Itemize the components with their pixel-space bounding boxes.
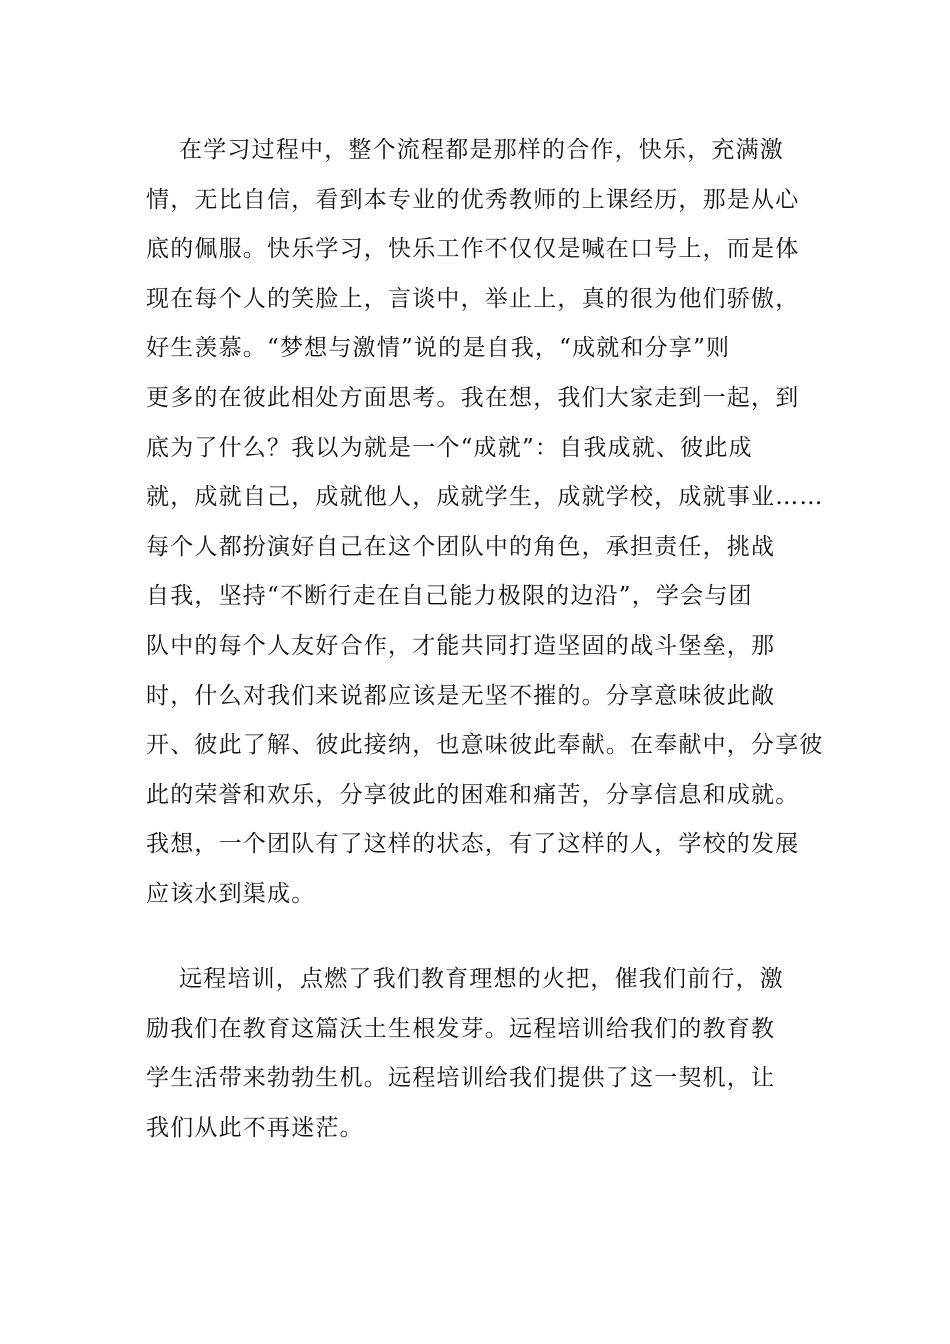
- paragraph-line: 好生羡慕。“梦想与激情”说的是自我，“成就和分享”则: [146, 335, 731, 362]
- paragraph-line: 励我们在教育这篇沃土生根发芽。远程培训给我们的教育教: [146, 1015, 776, 1042]
- paragraph-line: 在学习过程中，整个流程都是那样的合作，快乐，充满激: [179, 137, 784, 163]
- paragraph-line: 远程培训，点燃了我们教育理想的火把，催我们前行，激: [179, 966, 784, 992]
- paragraph-line: 更多的在彼此相处方面思考。我在想，我们大家走到一起，到: [146, 384, 800, 411]
- paragraph-line: 我想，一个团队有了这样的状态，有了这样的人，学校的发展: [146, 831, 800, 858]
- paragraph-2: [146, 955, 808, 1153]
- paragraph-line: 此的荣誉和欢乐，分享彼此的困难和痛苦，分享信息和成就。: [146, 781, 800, 808]
- paragraph-line: 自我，坚持“不断行走在自己能力极限的边沿”，学会与团: [146, 583, 753, 610]
- paragraph-line: 队中的每个人友好合作，才能共同打造坚固的战斗堡垒，那: [146, 632, 776, 659]
- paragraph-line: 底为了什么？我以为就是一个“成就”：自我成就、彼此成: [146, 434, 753, 461]
- paragraph-line: 现在每个人的笑脸上，言谈中，举止上，真的很为他们骄傲，: [146, 285, 800, 312]
- paragraph-line: 每个人都扮演好自己在这个团队中的角色，承担责任，挑战: [146, 533, 776, 560]
- paragraph-line: 情，无比自信，看到本专业的优秀教师的上课经历，那是从心: [146, 186, 800, 213]
- paragraph-line: 应该水到渠成。: [146, 880, 316, 907]
- paragraph-line: 开、彼此了解、彼此接纳，也意味彼此奉献。在奉献中，分享彼: [146, 732, 824, 759]
- paragraph-line: 我们从此不再迷茫。: [146, 1114, 364, 1141]
- paragraph-line: 时，什么对我们来说都应该是无坚不摧的。分享意味彼此敞: [146, 682, 776, 709]
- paragraph-line: 就，成就自己，成就他人，成就学生，成就学校，成就事业……: [146, 484, 824, 511]
- paragraph-1: [146, 126, 824, 920]
- paragraph-line: 底的佩服。快乐学习，快乐工作不仅仅是喊在口号上，而是体: [146, 236, 800, 263]
- paragraph-line: 学生活带来勃勃生机。远程培训给我们提供了这一契机，让: [146, 1065, 776, 1092]
